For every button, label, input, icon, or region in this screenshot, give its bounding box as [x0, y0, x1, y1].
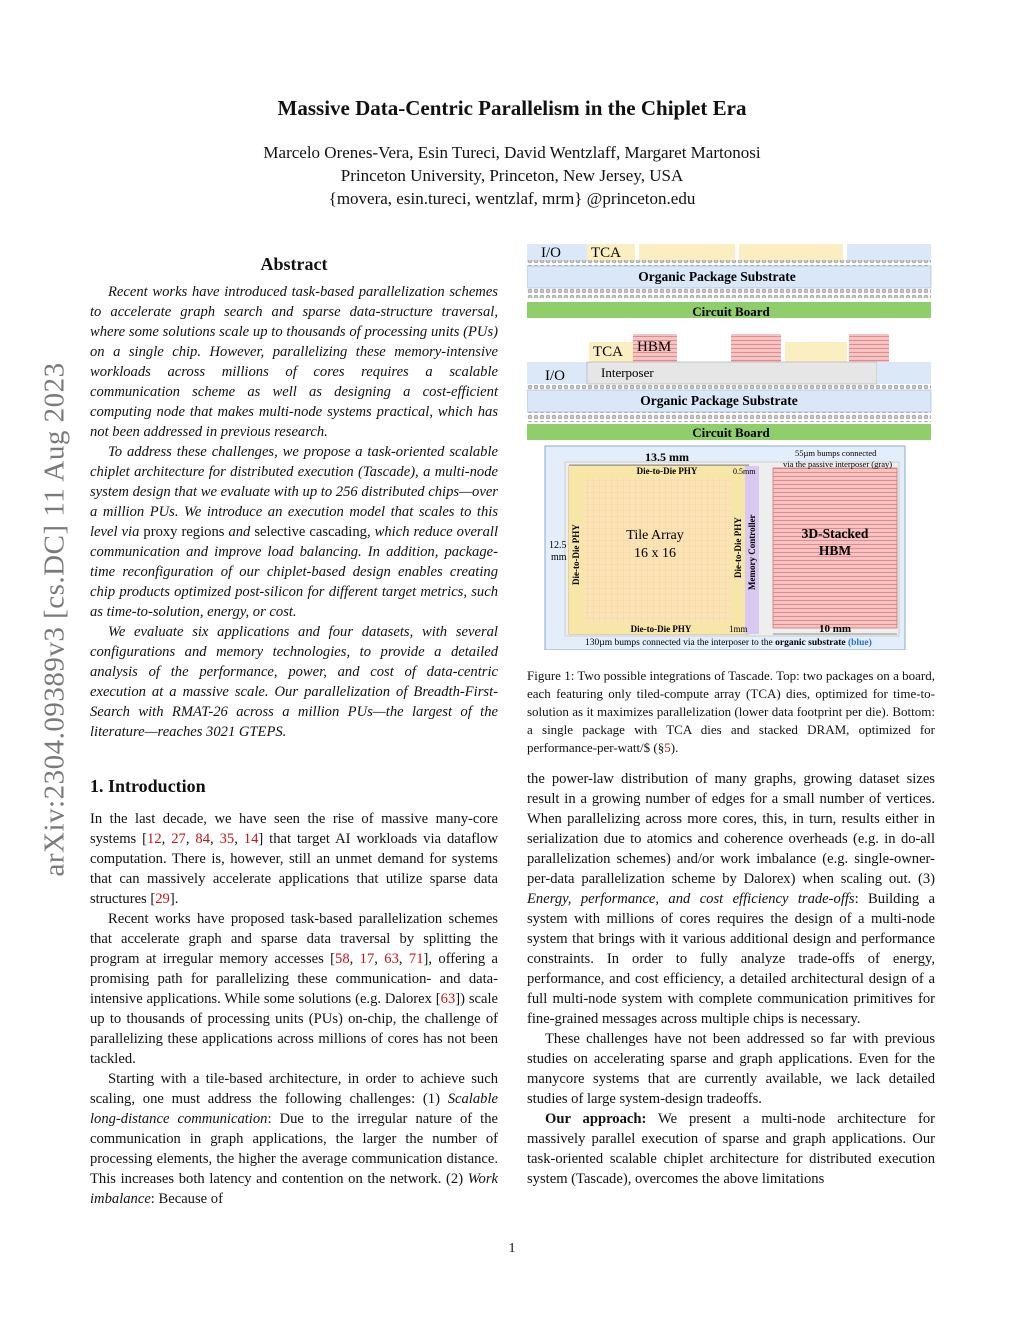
dim-13-5-mm: 13.5 mm — [645, 450, 689, 464]
emails: {movera, esin.tureci, wentzlaf, mrm} @princeton.edu — [328, 189, 696, 208]
label-substrate: Organic Package Substrate — [640, 393, 798, 408]
abstract-heading: Abstract — [260, 254, 328, 274]
introduction-right-body — [527, 769, 935, 1189]
figure-1 — [527, 240, 935, 650]
dim-12-5: 12.5 — [549, 540, 567, 551]
label-io: I/O — [545, 368, 565, 384]
label-memory-controller: Memory Controller — [747, 514, 757, 590]
label-d2d-phy-right: Die-to-Die PHY — [733, 517, 743, 578]
abstract-paragraph-3: We evaluate six applications and four datasets, with several configurations and memory technologies, to provide a detailed analysis of the performance, power, and cost of data-centric execution at a massive scale. Our parallelization of Breadth-First-Search with RMAT-26 across a million PUs—the largest of the literature—reaches 3021 GTEPS. — [90, 624, 498, 740]
intro-paragraph-4: the power-law distribution of many graphs, growing dataset sizes result in a growing number of edges for a small number of vertices. When parallelizing across more cores, this, in turn, results either in serialization due to atomics and coherence overheads (e.g. in do-all parallelization schemes) and/or work imbalance (e.g. single-owner-per-data parallelization scheme by Dalorex) when scaling out. (3) Energy, performance, and cost efficiency trade-offs: Building a system with millions of cores requires the design of a multi-node system that brings with it various additional design and performance constraints. In order to fully analyze trade-offs of energy, performance, and cost efficiency, a detailed architectural design of a full multi-node system with complete communication primitives for fine-grained messages across multiple chips is necessary. — [527, 771, 935, 1027]
citation-link[interactable]: 63 — [384, 951, 399, 967]
dim-10-mm: 10 mm — [818, 623, 852, 635]
abstract-paragraph-1: Recent works have introduced task-based parallelization schemes to accelerate graph search and sparse data-structure traversal, where some solutions scale up to thousands of processing units (PUs) on a single chip. However, parallelizing these memory-intensive workloads across millions of cores requires a scalable communication scheme as well as designing a cost-efficient computing node that makes multi-node systems practical, which has not been addressed in previous research. — [90, 284, 498, 440]
section-link[interactable]: 5 — [664, 740, 671, 755]
hbm-stack — [849, 334, 889, 362]
authors: Marcelo Orenes-Vera, Esin Tureci, David Wentzlaff, Margaret Martonosi — [263, 143, 761, 162]
bump-row — [527, 412, 931, 422]
figure-1-caption: Figure 1: Two possible integrations of Tascade. Top: two packages on a board, each featuring only tiled-compute array (TCA) dies, optimized for time-to-solution as it maximizes parallelization (lower data footprint per die). Bottom: a single package with TCA dies and stacked DRAM, optimized for performance-per-watt/$ (§5). — [527, 668, 935, 755]
intro-paragraph-1: In the last decade, we have seen the rise of massive many-core systems [12, 27, 84, 35, 14] that target AI workloads via dataflow computation. There is, however, still an unmet demand for systems that can massively accelerate applications that utilize sparse data structures [29]. — [90, 811, 499, 907]
bump-row — [527, 260, 931, 266]
tca-die — [739, 244, 843, 262]
label-tca: TCA — [591, 245, 621, 261]
hbm-stack — [731, 334, 781, 362]
label-substrate: Organic Package Substrate — [638, 269, 796, 284]
abstract-body — [90, 282, 498, 742]
page-number: 1 — [508, 1241, 516, 1256]
label-bumps-55: 55µm bumps connected — [795, 448, 877, 458]
citation-link[interactable]: 58 — [335, 951, 350, 967]
intro-paragraph-5: These challenges have not been addressed so far with previous studies on accelerating sparse and graph applications. Even for the manycore systems that are currently available, we lack detailed studies of large system-design tradeoffs. — [527, 1031, 935, 1107]
citation-link[interactable]: 17 — [359, 951, 375, 967]
io-die — [847, 244, 931, 262]
label-circuit-board: Circuit Board — [692, 304, 770, 319]
tca-die — [785, 342, 847, 362]
label-circuit-board: Circuit Board — [692, 425, 770, 440]
label-hbm: HBM — [637, 339, 672, 355]
figure-1-diagram — [527, 240, 935, 650]
citation-link[interactable]: 71 — [408, 951, 424, 967]
bump-row — [527, 384, 931, 390]
citation-link[interactable]: 29 — [155, 891, 170, 907]
label-tile-array: Tile Array — [626, 528, 684, 543]
label-interposer: Interposer — [601, 365, 654, 380]
label-bumps-130: 130µm bumps connected via the interposer to the organic substrate (blue) — [585, 638, 872, 648]
introduction-heading: 1. Introduction — [90, 776, 206, 796]
label-tca: TCA — [593, 344, 623, 360]
citation-link[interactable]: 84 — [195, 831, 210, 847]
label-bumps-55-via: via the passive interposer (gray) — [783, 459, 893, 469]
dim-1-mm: 1mm — [729, 624, 748, 634]
label-3d-stacked: 3D-Stacked — [801, 526, 869, 541]
label-d2d-phy-bottom: Die-to-Die PHY — [630, 624, 692, 634]
citation-link[interactable]: 63 — [440, 991, 456, 1007]
paper-title: Massive Data-Centric Parallelism in the Chiplet Era — [277, 96, 747, 120]
tca-die — [639, 244, 735, 262]
dim-0-5-mm: 0.5mm — [733, 467, 756, 476]
intro-paragraph-6: Our approach: We present a multi-node architecture for massively parallel execution of sparse and graph applications. Our task-oriented scalable chiplet architecture for distributed execution system (Tascade), overcomes the above limitations — [527, 1111, 936, 1187]
label-hbm-floorplan: HBM — [818, 543, 852, 558]
citation-link[interactable]: 12 — [147, 831, 162, 847]
abstract-paragraph-2: To address these challenges, we propose a task-oriented scalable chiplet architecture for distributed execution (Tascade), a multi-node system design that we evaluate with up to 256 distributed chips—over a million PUs. We introduce an execution model that scales to this level via proxy regions and selective cascading, which reduce overall communication and improve load balancing. In addition, package-time reconfiguration of our chiplet-based design enables creating chip products optimized post-silicon for different target metrics, such as time-to-solution, energy, or cost. — [90, 444, 499, 620]
label-io: I/O — [541, 245, 561, 261]
intro-paragraph-3: Starting with a tile-based architecture, in order to achieve such scaling, one must address the following challenges: (1) Scalable long-distance communication: Due to the irregular nature of the communication in graph applications, the larger the number of processing elements, the higher the average communication distance. This increases both latency and contention on the network. (2) Work imbalance: Because of — [90, 1071, 498, 1207]
io-die — [877, 362, 931, 384]
introduction-left-body — [90, 809, 498, 1209]
affiliation: Princeton University, Princeton, New Jersey, USA — [340, 166, 684, 185]
label-d2d-phy-left: Die-to-Die PHY — [571, 524, 581, 585]
dim-mm: mm — [551, 552, 567, 563]
bump-row — [527, 288, 931, 298]
arxiv-identifier: arXiv:2304.09389v3 [cs.DC] 11 Aug 2023 — [38, 362, 71, 877]
label-d2d-phy-top: Die-to-Die PHY — [636, 466, 698, 476]
label-tile-size: 16 x 16 — [634, 546, 676, 561]
citation-link[interactable]: 14 — [243, 831, 259, 847]
citation-link[interactable]: 35 — [219, 831, 235, 847]
intro-paragraph-2: Recent works have proposed task-based parallelization schemes that accelerate graph and sparse data traversal by splitting the program at irregular memory accesses [58, 17, 63, 71], offering a promising path for parallelizing these communication- and data-intensive applications. While some solutions (e.g. Dalorex [63]) scale up to thousands of processing units (PUs) on-chip, the challenge of parallelizing these applications across millions of cores has not been tackled. — [90, 911, 499, 1067]
citation-link[interactable]: 27 — [171, 831, 186, 847]
